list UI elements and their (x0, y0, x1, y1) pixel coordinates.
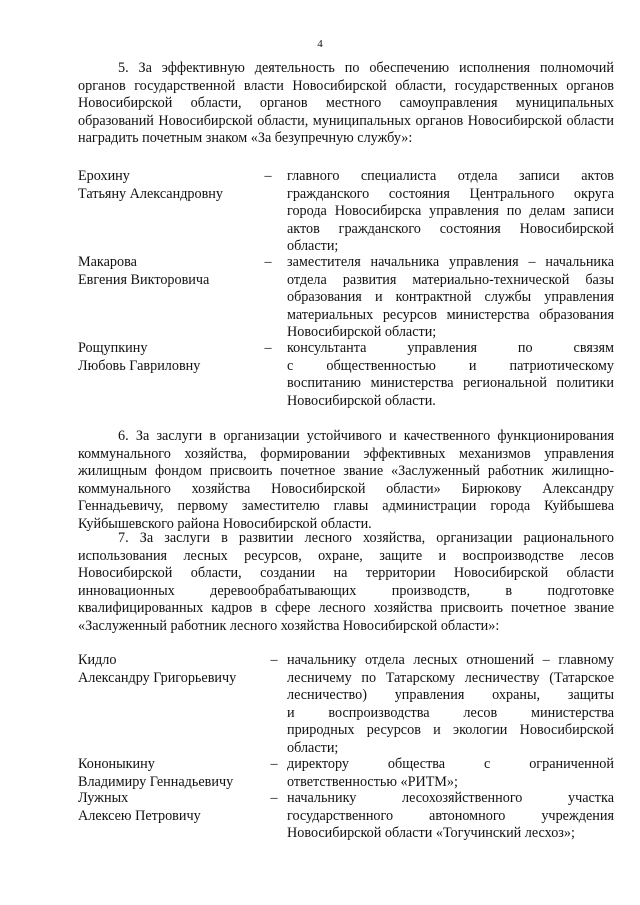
position-line: государственного автономного учреждения (287, 807, 614, 824)
position-line: области; (287, 739, 339, 756)
awardee-entry (78, 790, 614, 844)
awardee-name (78, 790, 268, 825)
awardee-given-name: Евгения Викторовича (78, 271, 210, 288)
page-number: 4 (317, 38, 323, 50)
awardee-given-name: Любовь Гавриловну (78, 357, 201, 374)
position-line: отдела развития материально-технической базы (287, 271, 614, 288)
awardee-position (287, 652, 614, 758)
position-line: гражданского состояния Центрального округа (287, 185, 614, 202)
section-6-paragraph: 6. За заслуги в организации устойчивого и качественного функционирования коммунального хозяйства, формировании эффективных механизмов управления жилищным фондом присвоить почетное звание «Заслуженный работник жилищно-коммунального хозяйства Новосибирской области» Бирюкову Александру Геннадьевичу, первому заместителю главы администрации города Куйбышева Куйбышевского района Новосибирской области. (78, 428, 614, 532)
dash-separator: – (264, 340, 272, 356)
position-line: и воспроизводства лесов министерства (287, 704, 614, 721)
awardee-position (287, 756, 614, 791)
dash-separator: – (270, 790, 278, 806)
position-line: Новосибирской области «Тогучинский лесхоз»; (287, 825, 575, 842)
position-line: ответственностью «РИТМ»; (287, 773, 458, 790)
awardee-position (287, 340, 614, 410)
position-line: материальных ресурсов министерства образования (287, 306, 614, 323)
awardee-surname: Кидло (78, 652, 117, 668)
position-line: лесничество) управления охраны, защиты (287, 687, 614, 704)
awardee-given-name: Татьяну Александровну (78, 185, 223, 202)
awardee-given-name: Владимиру Геннадьевичу (78, 773, 234, 790)
position-line: начальнику отдела лесных отношений – главному (287, 652, 614, 668)
awardee-entry (78, 168, 614, 255)
awardee-name (78, 168, 268, 203)
position-line: директору общества с ограниченной (287, 756, 614, 772)
position-line: актов гражданского состояния Новосибирской (287, 220, 614, 237)
position-line: лесничему по Татарскому лесничеству (Татарское (287, 669, 614, 686)
position-line: главного специалиста отдела записи актов (287, 168, 614, 184)
position-line: с общественностью и патриотическому (287, 357, 614, 374)
position-line: природных ресурсов и экологии Новосибирской (287, 722, 614, 739)
awardee-given-name: Александру Григорьевичу (78, 669, 237, 686)
awardee-entry (78, 652, 614, 758)
position-line: заместителя начальника управления – начальника (287, 254, 614, 270)
awardee-entry (78, 254, 614, 342)
position-line: Новосибирской области. (287, 392, 436, 409)
awardee-surname: Макарова (78, 254, 137, 270)
dash-separator: – (264, 254, 272, 270)
awardee-surname: Кононыкину (78, 756, 155, 772)
awardee-name (78, 756, 268, 791)
position-line: области; (287, 238, 339, 255)
awardee-position (287, 790, 614, 843)
dash-separator: – (264, 168, 272, 184)
awardee-position (287, 254, 614, 342)
awardee-surname: Лужных (78, 790, 129, 806)
awardee-surname: Ерохину (78, 168, 130, 184)
position-line: начальнику лесохозяйственного участка (287, 790, 614, 806)
section-5-intro: 5. За эффективную деятельность по обеспечению исполнения полномочий органов государственной власти Новосибирской области, государственных органов Новосибирской области, органов местного самоуправления муниципальных образований Новосибирской области, муниципальных органов Новосибирской области наградить почетным знаком «За безупречную службу»: (78, 60, 614, 147)
awardee-name (78, 340, 268, 375)
position-line: консультанта управления по связям (287, 340, 614, 356)
position-line: города Новосибирска управления по делам записи (287, 203, 614, 220)
awardee-surname: Рощупкину (78, 340, 148, 356)
section-7-intro: 7. За заслуги в развитии лесного хозяйства, организации рационального использования лесных ресурсов, охране, защите и воспроизводстве лесов Новосибирской области, создании на территории Новосибирской области инновационных деревообрабатывающих производств, в подготовке квалифицированных кадров в сфере лесного хозяйства присвоить почетное звание «Заслуженный работник лесного хозяйства Новосибирской области»: (78, 530, 614, 634)
position-line: воспитанию министерства региональной политики (287, 375, 614, 392)
position-line: образования и контрактной службы управления (287, 289, 614, 306)
awardee-given-name: Алексею Петровичу (78, 807, 201, 824)
awardee-position (287, 168, 614, 256)
awardee-entry (78, 756, 614, 792)
awardee-name (78, 652, 268, 687)
awardee-name (78, 254, 268, 289)
dash-separator: – (270, 756, 278, 772)
awardee-entry (78, 340, 614, 412)
dash-separator: – (270, 652, 278, 668)
position-line: Новосибирской области; (287, 324, 437, 341)
